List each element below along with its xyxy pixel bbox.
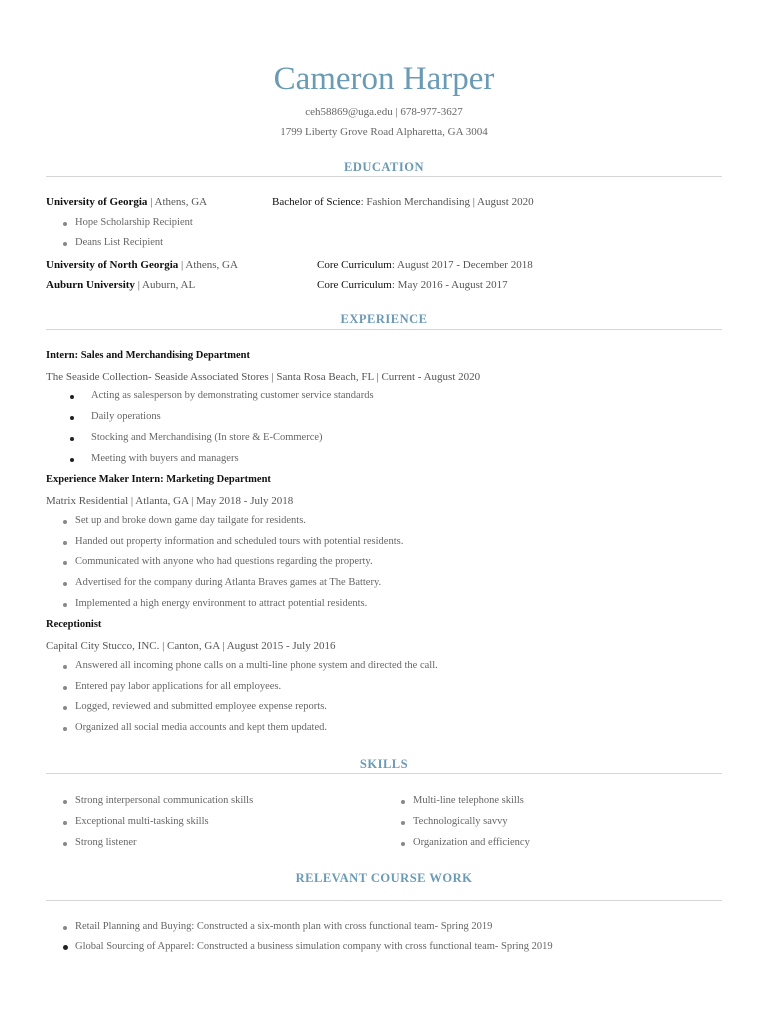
section-divider (46, 773, 722, 774)
list-item: Organized all social media accounts and kept them updated. (75, 722, 328, 733)
education-ung (46, 259, 238, 271)
curriculum-dates: : May 2016 - August 2017 (391, 279, 508, 291)
list-item: Technologically savvy (413, 816, 508, 827)
degree-detail: : Fashion Merchandising | August 2020 (360, 196, 534, 208)
list-item: Handed out property information and scheduled tours with potential residents. (75, 536, 404, 547)
list-item: Daily operations (91, 411, 161, 422)
bullet-dot (63, 242, 67, 246)
school-name: Auburn University (46, 279, 135, 291)
school-location: | Auburn, AL (134, 279, 196, 291)
job-title: Intern: Sales and Merchandising Department (46, 350, 250, 361)
bullet-dot (63, 926, 67, 930)
contact-line: ceh58869@uga.edu | 678-977-3627 (305, 106, 463, 118)
bullet-dot (401, 842, 405, 846)
bullet-dot (63, 686, 67, 690)
degree-label: Bachelor of Science (272, 196, 361, 208)
list-item: Hope Scholarship Recipient (75, 217, 193, 228)
bullet-dot (63, 706, 67, 710)
bullet-dot (63, 520, 67, 524)
list-item: Answered all incoming phone calls on a multi-line phone system and directed the call. (75, 660, 438, 671)
bullet-dot (63, 603, 67, 607)
job-title: Experience Maker Intern: Marketing Department (46, 474, 271, 485)
list-item: Logged, reviewed and submitted employee expense reports. (75, 701, 327, 712)
bullet-dot (63, 222, 67, 226)
curriculum-dates: : August 2017 - December 2018 (391, 259, 533, 271)
section-title-experience: EXPERIENCE (340, 312, 428, 326)
section-divider (46, 329, 722, 330)
list-item: Strong interpersonal communication skills (75, 795, 254, 806)
bullet-dot (401, 800, 405, 804)
curriculum-label: Core Curriculum (317, 259, 392, 271)
school-location: | Athens, GA (178, 259, 238, 271)
list-item: Set up and broke down game day tailgate for residents. (75, 515, 306, 526)
bullet-dot (70, 416, 74, 420)
job-organization: Capital City Stucco, INC. | Canton, GA | August 2015 - July 2016 (46, 640, 336, 652)
list-item: Deans List Recipient (75, 237, 164, 248)
job-title: Receptionist (46, 619, 102, 630)
section-title-coursework: RELEVANT COURSE WORK (295, 871, 473, 885)
address-line: 1799 Liberty Grove Road Alpharetta, GA 3004 (280, 126, 488, 138)
candidate-name: Cameron Harper (273, 61, 495, 97)
bullet-dot (70, 395, 74, 399)
bullet-dot (63, 842, 67, 846)
education-auburn (46, 279, 195, 291)
school-name: University of Georgia (46, 196, 148, 208)
list-item: Exceptional multi-tasking skills (75, 816, 209, 827)
list-item: Advertised for the company during Atlanta Braves games at The Battery. (75, 577, 382, 588)
curriculum-label: Core Curriculum (317, 279, 392, 291)
bullet-dot (63, 821, 67, 825)
list-item: Communicated with anyone who had questions regarding the property. (75, 556, 373, 567)
list-item: Acting as salesperson by demonstrating customer service standards (91, 390, 374, 401)
job-organization: Matrix Residential | Atlanta, GA | May 2018 - July 2018 (46, 495, 294, 507)
bullet-dot (63, 665, 67, 669)
bullet-dot (63, 541, 67, 545)
list-item: Strong listener (75, 837, 137, 848)
bullet-dot (401, 821, 405, 825)
bullet-dot (70, 437, 74, 441)
job-organization: The Seaside Collection- Seaside Associated Stores | Santa Rosa Beach, FL | Current - August 2020 (46, 371, 481, 383)
bullet-dot (70, 458, 74, 462)
list-item: Entered pay labor applications for all employees. (75, 681, 282, 692)
education-ung-curriculum (317, 259, 533, 271)
section-divider (46, 900, 722, 901)
bullet-dot (63, 727, 67, 731)
bullet-dot (63, 945, 68, 950)
list-item: Global Sourcing of Apparel: Constructed a business simulation company with cross functional team- Spring 2019 (75, 941, 553, 952)
section-title-education: EDUCATION (344, 160, 424, 174)
education-uga (46, 196, 207, 208)
section-title-skills: SKILLS (359, 757, 409, 771)
list-item: Multi-line telephone skills (413, 795, 524, 806)
list-item: Retail Planning and Buying: Constructed a six-month plan with cross functional team- Spring 2019 (75, 921, 493, 932)
bullet-dot (63, 561, 67, 565)
list-item: Meeting with buyers and managers (91, 453, 239, 464)
school-name: University of North Georgia (46, 259, 179, 271)
list-item: Implemented a high energy environment to attract potential residents. (75, 598, 368, 609)
section-divider (46, 176, 722, 177)
school-location: | Athens, GA (147, 196, 208, 208)
list-item: Stocking and Merchandising (In store & E-Commerce) (91, 432, 323, 443)
bullet-dot (63, 582, 67, 586)
bullet-dot (63, 800, 67, 804)
education-uga-degree (272, 196, 534, 208)
education-auburn-curriculum (317, 279, 508, 291)
list-item: Organization and efficiency (413, 837, 530, 848)
